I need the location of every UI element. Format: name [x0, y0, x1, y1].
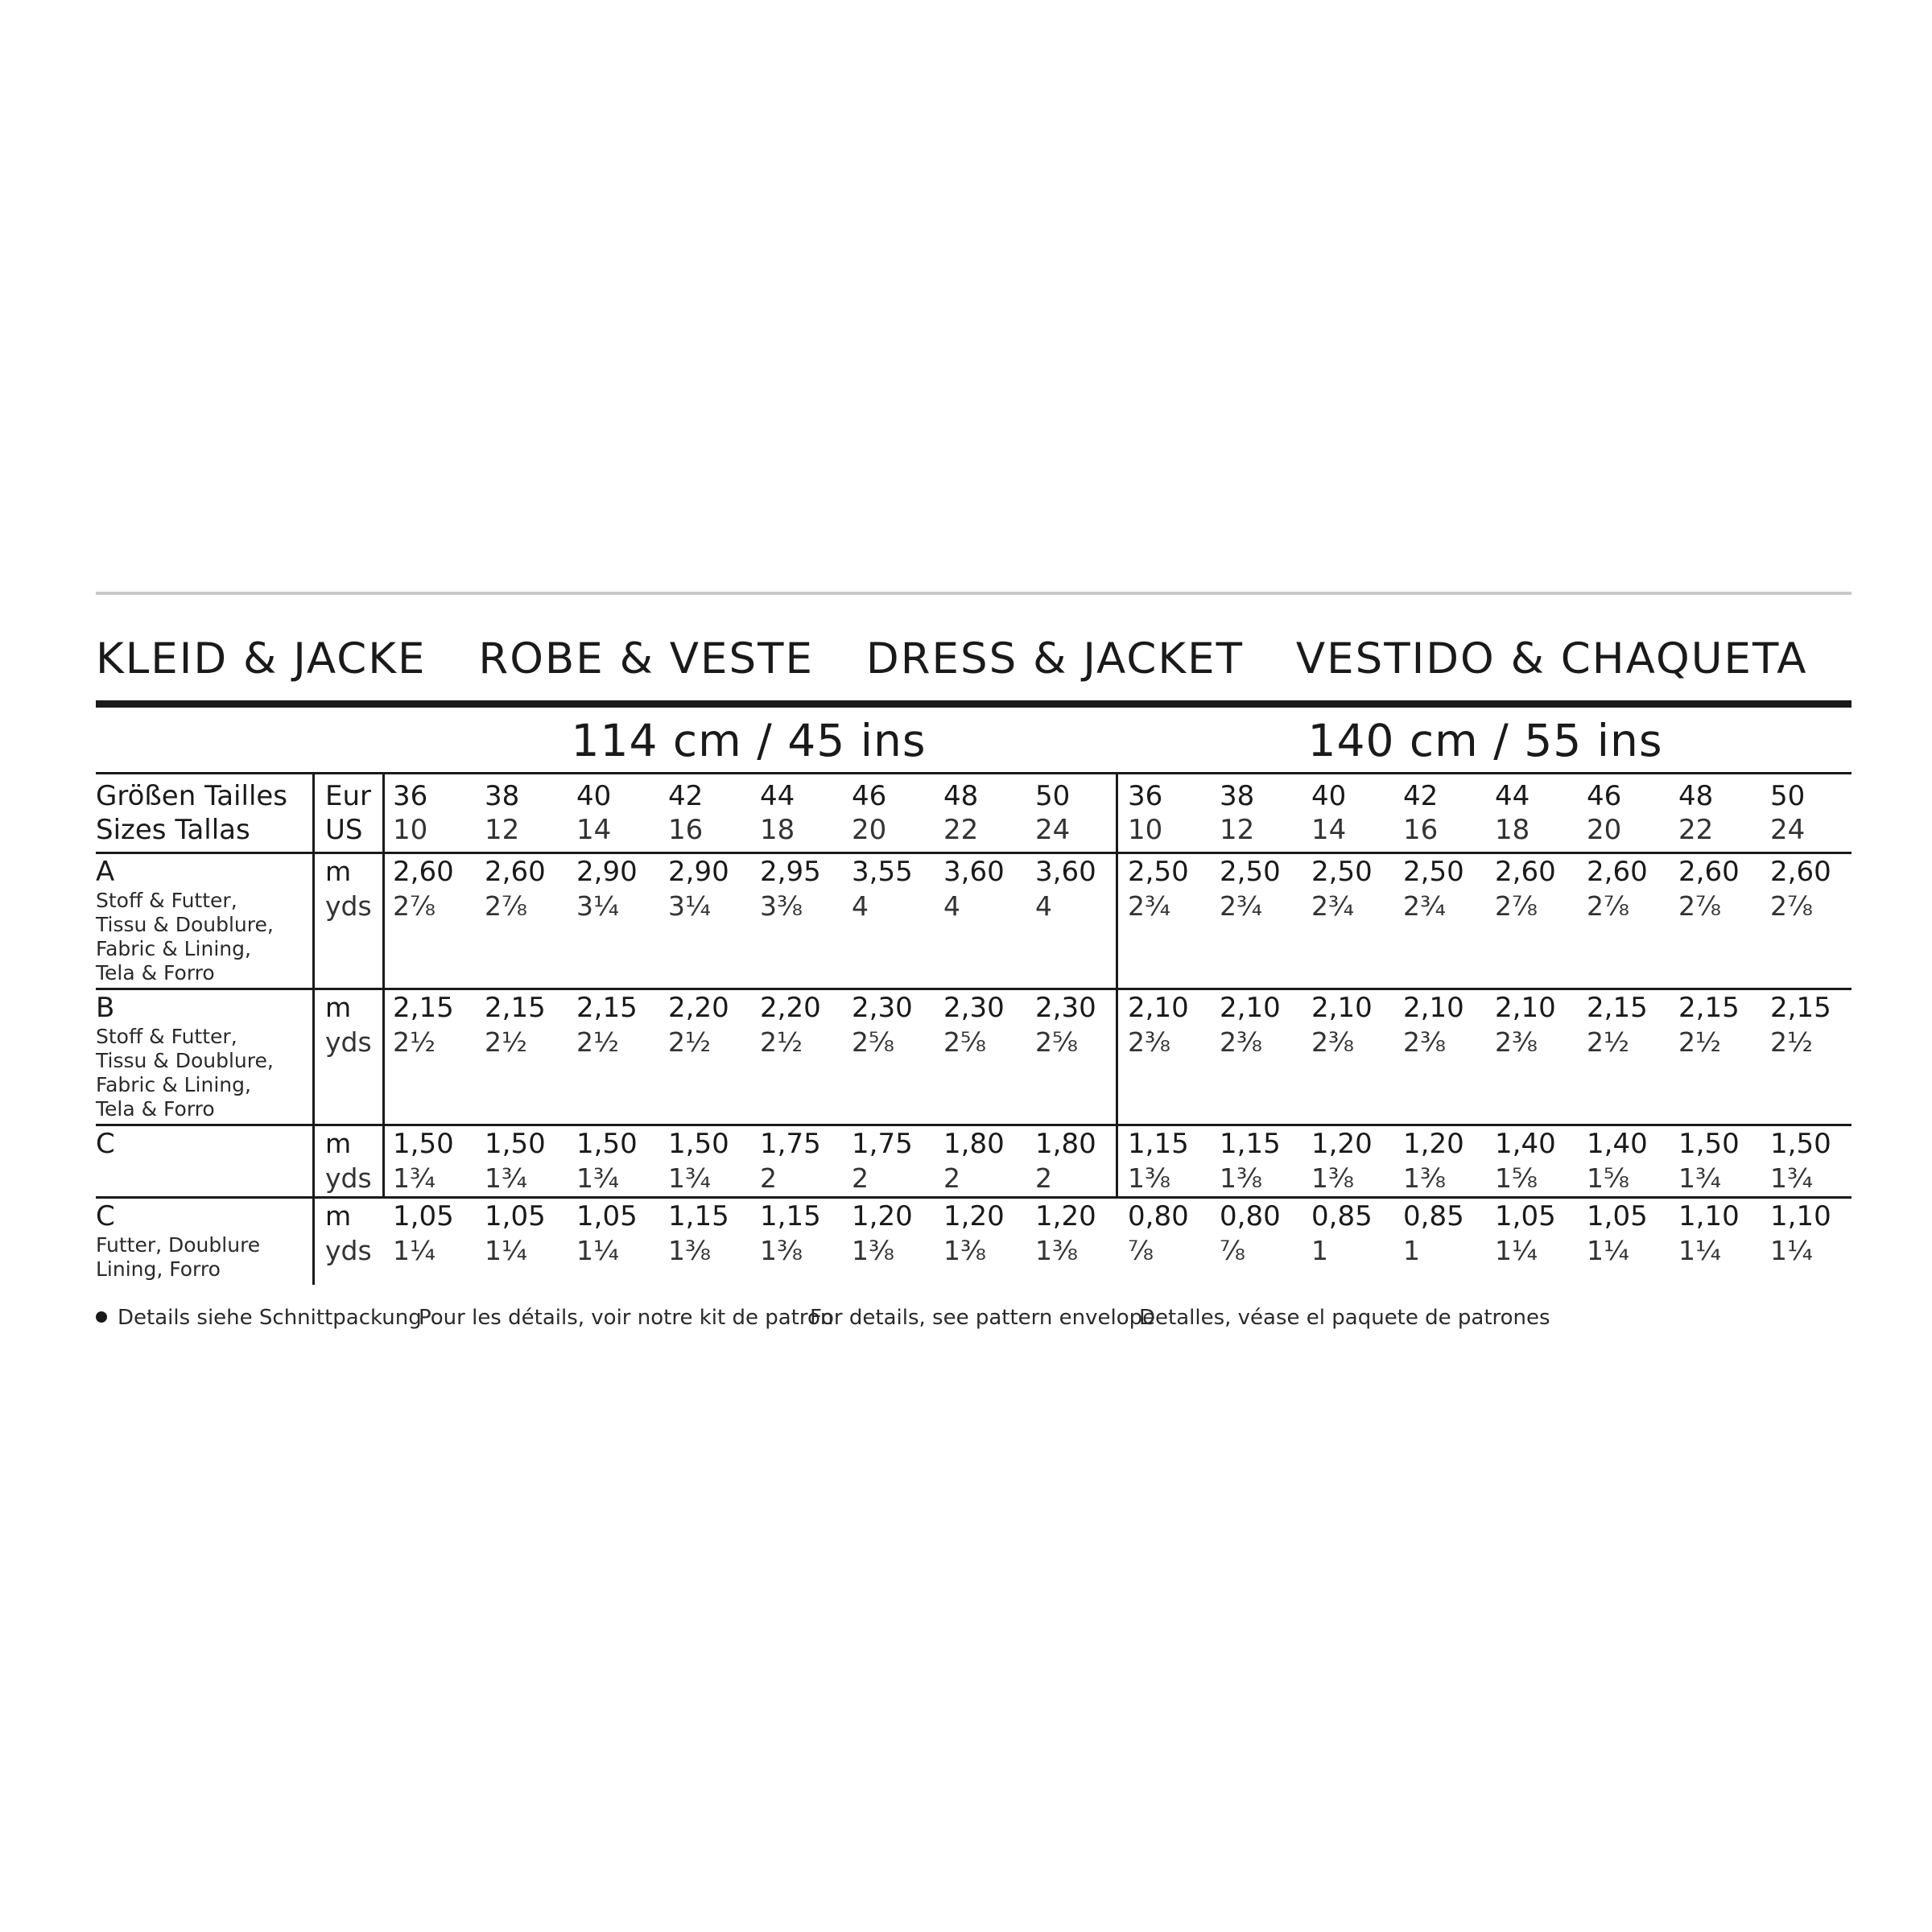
meters-value: 1,05: [1587, 1200, 1648, 1232]
us-size: 16: [1403, 814, 1439, 846]
table-rule: [96, 852, 1852, 854]
meters-value: 2,10: [1311, 992, 1373, 1024]
meters-value: 2,30: [1035, 992, 1096, 1024]
yards-value: 2: [943, 1162, 960, 1194]
meters-value: 1,40: [1587, 1128, 1648, 1160]
meters-value: 2,20: [760, 992, 821, 1024]
eur-size: 36: [1128, 780, 1163, 812]
yards-value: 1¼: [1495, 1235, 1538, 1266]
meters-value: 2,50: [1128, 856, 1189, 888]
meters-value: 2,10: [1403, 992, 1464, 1024]
meters-value: 2,15: [485, 992, 546, 1024]
eur-size: 38: [1220, 780, 1255, 812]
us-size: 20: [852, 814, 887, 846]
yards-value: 2½: [1678, 1026, 1721, 1058]
view-description: Futter, Doublure: [96, 1233, 261, 1257]
meters-value: 1,50: [576, 1128, 638, 1160]
us-label: US: [325, 814, 363, 846]
meters-value: 2,50: [1220, 856, 1281, 888]
view-description: Stoff & Futter,: [96, 889, 237, 912]
meters-value: 0,80: [1220, 1200, 1281, 1232]
title-row: [96, 634, 1845, 683]
meters-value: 1,50: [393, 1128, 454, 1160]
us-size: 14: [1311, 814, 1347, 846]
view-label: A: [96, 856, 115, 888]
yards-value: 2½: [1770, 1026, 1813, 1058]
yards-value: 2⅞: [393, 890, 436, 922]
yards-value: 2⅞: [1678, 890, 1721, 922]
meters-value: 2,60: [1770, 856, 1831, 888]
width-header-140: 140 cm / 55 ins: [1307, 715, 1663, 766]
eur-size: 40: [1311, 780, 1347, 812]
meters-value: 1,05: [393, 1200, 454, 1232]
eur-size: 44: [1495, 780, 1530, 812]
yards-value: 2: [852, 1162, 869, 1194]
yards-value: 2: [1035, 1162, 1052, 1194]
meters-value: 1,20: [1403, 1128, 1464, 1160]
meters-value: 2,90: [668, 856, 729, 888]
yards-value: 2⅜: [1495, 1026, 1538, 1058]
meters-value: 1,50: [1678, 1128, 1740, 1160]
eur-size: 46: [852, 780, 887, 812]
unit-yds: yds: [325, 1026, 372, 1058]
view-description: Tela & Forro: [96, 961, 215, 985]
meters-value: 2,30: [852, 992, 913, 1024]
us-size: 12: [1220, 814, 1255, 846]
title-fr: ROBE & VESTE: [478, 634, 815, 683]
meters-value: 1,15: [1220, 1128, 1281, 1160]
yards-value: 2¾: [1220, 890, 1262, 922]
yards-value: 2⅜: [1403, 1026, 1446, 1058]
yards-value: 2⅞: [1587, 890, 1629, 922]
eur-label: Eur: [325, 780, 372, 812]
meters-value: 3,60: [1035, 856, 1096, 888]
meters-value: 2,10: [1220, 992, 1281, 1024]
eur-size: 48: [1678, 780, 1714, 812]
view-description: Stoff & Futter,: [96, 1025, 237, 1048]
top-divider: [96, 592, 1852, 595]
view-description: Tissu & Doublure,: [96, 913, 274, 936]
footnote-fr: Pour les détails, voir notre kit de patron: [419, 1306, 834, 1330]
yards-value: 1¾: [485, 1162, 527, 1194]
yards-value: 1¼: [576, 1235, 619, 1266]
meters-value: 1,80: [1035, 1128, 1096, 1160]
yards-value: 2⅞: [1770, 890, 1813, 922]
yards-value: 1¼: [393, 1235, 436, 1266]
unit-m: m: [325, 992, 352, 1023]
us-size: 22: [943, 814, 979, 846]
yards-value: 2½: [576, 1026, 619, 1058]
yards-value: 2⅝: [943, 1026, 986, 1058]
table-rule: [96, 772, 1852, 774]
view-description: Tela & Forro: [96, 1097, 215, 1121]
unit-yds: yds: [325, 1235, 372, 1266]
view-label: B: [96, 992, 115, 1024]
us-size: 10: [393, 814, 428, 846]
table-rule: [96, 988, 1852, 990]
meters-value: 2,15: [1587, 992, 1648, 1024]
table-rule: [96, 1196, 1852, 1199]
yards-value: 1¾: [1770, 1162, 1813, 1194]
unit-m: m: [325, 856, 352, 887]
meters-value: 1,20: [1035, 1200, 1096, 1232]
yards-value: ⅞: [1128, 1235, 1154, 1266]
yards-value: 1⅜: [1311, 1162, 1354, 1194]
us-size: 16: [668, 814, 704, 846]
meters-value: 1,20: [1311, 1128, 1373, 1160]
meters-value: 1,50: [668, 1128, 729, 1160]
meters-value: 2,30: [943, 992, 1005, 1024]
meters-value: 1,20: [852, 1200, 913, 1232]
meters-value: 2,50: [1403, 856, 1464, 888]
meters-value: 0,80: [1128, 1200, 1189, 1232]
unit-m: m: [325, 1128, 352, 1159]
us-size: 20: [1587, 814, 1622, 846]
width-header-114: 114 cm / 45 ins: [571, 715, 927, 766]
yards-value: 2⅜: [1128, 1026, 1170, 1058]
yards-value: 2⅜: [1220, 1026, 1262, 1058]
yards-value: 1⅜: [668, 1235, 711, 1266]
eur-size: 38: [485, 780, 520, 812]
unit-m: m: [325, 1200, 352, 1232]
yards-value: 4: [1035, 890, 1052, 922]
eur-size: 44: [760, 780, 795, 812]
yards-value: 1⅜: [1128, 1162, 1170, 1194]
us-size: 24: [1035, 814, 1071, 846]
unit-yds: yds: [325, 890, 372, 922]
yards-value: 2½: [1587, 1026, 1629, 1058]
yards-value: 1: [1403, 1235, 1420, 1266]
us-size: 12: [485, 814, 520, 846]
yards-value: 1⅝: [1587, 1162, 1629, 1194]
meters-value: 2,10: [1495, 992, 1556, 1024]
meters-value: 1,50: [1770, 1128, 1831, 1160]
yards-value: 1¾: [668, 1162, 711, 1194]
yards-value: 1⅜: [760, 1235, 803, 1266]
eur-size: 42: [1403, 780, 1439, 812]
meters-value: 0,85: [1311, 1200, 1373, 1232]
meters-value: 2,50: [1311, 856, 1373, 888]
view-description: Fabric & Lining,: [96, 937, 251, 960]
meters-value: 2,60: [485, 856, 546, 888]
us-size: 18: [1495, 814, 1530, 846]
unit-yds: yds: [325, 1162, 372, 1194]
yards-value: 2½: [393, 1026, 436, 1058]
eur-size: 36: [393, 780, 428, 812]
title-es: VESTIDO & CHAQUETA: [1295, 634, 1808, 683]
meters-value: 2,20: [668, 992, 729, 1024]
yards-value: 1¼: [1770, 1235, 1813, 1266]
meters-value: 3,55: [852, 856, 913, 888]
meters-value: 1,15: [1128, 1128, 1189, 1160]
yards-value: 3⅜: [760, 890, 803, 922]
meters-value: 1,75: [852, 1128, 913, 1160]
meters-value: 2,60: [1495, 856, 1556, 888]
eur-size: 42: [668, 780, 704, 812]
yards-value: ⅞: [1220, 1235, 1245, 1266]
meters-value: 1,75: [760, 1128, 821, 1160]
size-label-line2: Sizes Tallas: [96, 814, 250, 846]
yards-value: 2⅜: [1311, 1026, 1354, 1058]
us-size: 24: [1770, 814, 1806, 846]
yards-value: 1⅜: [1403, 1162, 1446, 1194]
yards-value: 2⅞: [1495, 890, 1538, 922]
yards-value: 1⅜: [852, 1235, 894, 1266]
yards-value: 2¾: [1403, 890, 1446, 922]
eur-size: 48: [943, 780, 979, 812]
yards-value: 2⅝: [1035, 1026, 1078, 1058]
yards-value: 2¾: [1311, 890, 1354, 922]
eur-size: 50: [1770, 780, 1806, 812]
meters-value: 1,20: [943, 1200, 1005, 1232]
meters-value: 1,05: [485, 1200, 546, 1232]
footnote-en: For details, see pattern envelope: [810, 1306, 1156, 1330]
meters-value: 1,50: [485, 1128, 546, 1160]
yards-value: 1⅜: [1220, 1162, 1262, 1194]
size-label-line1: Größen Tailles: [96, 780, 288, 812]
meters-value: 1,15: [760, 1200, 821, 1232]
yards-value: 1⅝: [1495, 1162, 1538, 1194]
title-de: KLEID & JACKE: [96, 634, 427, 683]
meters-value: 1,05: [1495, 1200, 1556, 1232]
meters-value: 1,10: [1678, 1200, 1740, 1232]
view-label: C: [96, 1200, 115, 1232]
meters-value: 3,60: [943, 856, 1005, 888]
yards-value: 1¾: [393, 1162, 436, 1194]
meters-value: 2,95: [760, 856, 821, 888]
yards-value: 3¼: [668, 890, 711, 922]
yards-value: 1: [1311, 1235, 1328, 1266]
footnote-de: Details siehe Schnittpackung: [118, 1306, 422, 1330]
meters-value: 2,60: [1678, 856, 1740, 888]
meters-value: 1,15: [668, 1200, 729, 1232]
meters-value: 2,15: [1678, 992, 1740, 1024]
yards-value: 2⅝: [852, 1026, 894, 1058]
title-underline: [96, 700, 1852, 708]
yards-value: 1¾: [1678, 1162, 1721, 1194]
unit-column-divider: [312, 774, 315, 1285]
yards-value: 1¼: [1678, 1235, 1721, 1266]
view-description: Fabric & Lining,: [96, 1073, 251, 1096]
yards-value: 2½: [760, 1026, 803, 1058]
meters-value: 0,85: [1403, 1200, 1464, 1232]
meters-value: 2,15: [393, 992, 454, 1024]
meters-value: 1,05: [576, 1200, 638, 1232]
yards-value: 1¼: [485, 1235, 527, 1266]
yards-value: 1¾: [576, 1162, 619, 1194]
yards-value: 4: [852, 890, 869, 922]
yards-value: 2½: [485, 1026, 527, 1058]
us-size: 14: [576, 814, 612, 846]
meters-value: 2,15: [576, 992, 638, 1024]
meters-value: 2,10: [1128, 992, 1189, 1024]
yards-value: 4: [943, 890, 960, 922]
yards-value: 1¼: [1587, 1235, 1629, 1266]
meters-value: 2,15: [1770, 992, 1831, 1024]
us-size: 18: [760, 814, 795, 846]
yards-value: 2¾: [1128, 890, 1170, 922]
yards-value: 2⅞: [485, 890, 527, 922]
yards-value: 1⅜: [943, 1235, 986, 1266]
view-description: Lining, Forro: [96, 1257, 221, 1281]
yards-value: 2: [760, 1162, 777, 1194]
yards-value: 3¼: [576, 890, 619, 922]
meters-value: 2,90: [576, 856, 638, 888]
view-description: Tissu & Doublure,: [96, 1049, 274, 1072]
us-size: 22: [1678, 814, 1714, 846]
view-label: C: [96, 1128, 115, 1160]
us-size: 10: [1128, 814, 1163, 846]
yards-value: 1⅜: [1035, 1235, 1078, 1266]
table-rule: [96, 1124, 1852, 1126]
eur-size: 50: [1035, 780, 1071, 812]
meters-value: 2,60: [393, 856, 454, 888]
meters-value: 2,60: [1587, 856, 1648, 888]
meters-value: 1,80: [943, 1128, 1005, 1160]
eur-size: 40: [576, 780, 612, 812]
eur-size: 46: [1587, 780, 1622, 812]
footnote-es: Detalles, véase el paquete de patrones: [1139, 1306, 1550, 1330]
meters-value: 1,10: [1770, 1200, 1831, 1232]
yards-value: 2½: [668, 1026, 711, 1058]
size-column-divider: [382, 774, 385, 1196]
bullet-icon: [96, 1311, 107, 1323]
title-en: DRESS & JACKET: [865, 634, 1244, 683]
width-divider: [1116, 774, 1118, 1196]
meters-value: 1,40: [1495, 1128, 1556, 1160]
